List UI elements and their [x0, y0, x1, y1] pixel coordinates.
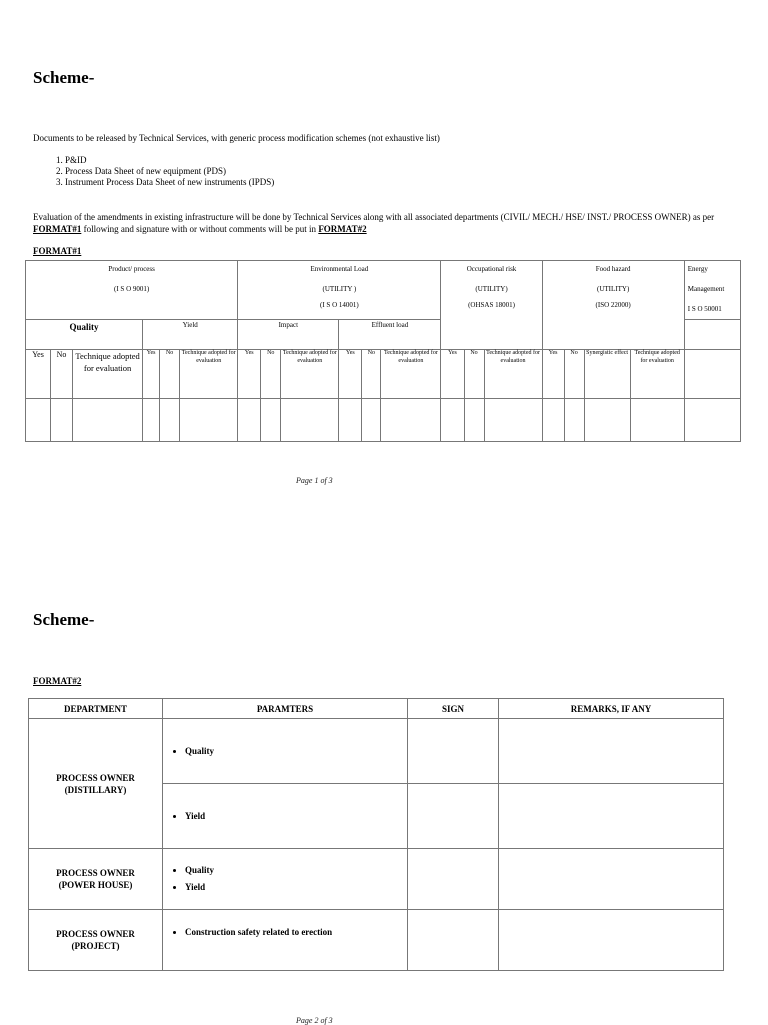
remarks-cell[interactable]	[499, 910, 724, 971]
parameter-item: • Quality	[185, 862, 407, 879]
impact-header: Impact	[238, 320, 339, 350]
remarks-cell[interactable]	[499, 849, 724, 910]
format1-label: FORMAT#1	[33, 246, 82, 256]
product-process-label: Product/ process	[108, 265, 155, 273]
synergistic-header: Synergistic effect	[584, 350, 630, 399]
parameters-header: PARAMTERS	[163, 699, 408, 719]
remarks-cell[interactable]	[499, 719, 724, 784]
yes-header: Yes	[26, 350, 51, 399]
department-name: PROCESS OWNER	[56, 868, 135, 878]
energy-management-header	[684, 261, 740, 320]
list-item: 1. P&ID	[65, 155, 274, 166]
occupational-risk-header	[441, 261, 542, 350]
list-item: 3. Instrument Process Data Sheet of new instruments (IPDS)	[65, 177, 274, 188]
effluent-load-header: Effluent load	[339, 320, 441, 350]
iso9001-label: (I S O 9001)	[114, 285, 150, 293]
input-cell[interactable]	[160, 399, 180, 442]
input-cell[interactable]	[73, 399, 143, 442]
input-cell[interactable]	[362, 399, 381, 442]
sign-cell[interactable]	[408, 719, 499, 784]
input-cell[interactable]	[464, 399, 484, 442]
technique-header: Technique adopted for evaluation	[381, 350, 441, 399]
sign-header: SIGN	[408, 699, 499, 719]
input-cell[interactable]	[630, 399, 684, 442]
list-item: 2. Process Data Sheet of new equipment (PDS)	[65, 166, 274, 177]
remarks-cell[interactable]	[499, 784, 724, 849]
parameters-cell	[163, 784, 408, 849]
parameter-item: • Construction safety related to erection	[185, 924, 407, 941]
parameter-item: • Yield	[185, 808, 407, 825]
page-title: Scheme-	[33, 610, 95, 629]
input-cell[interactable]	[584, 399, 630, 442]
input-cell[interactable]	[381, 399, 441, 442]
utility-label: (UTILITY)	[597, 285, 630, 293]
quality-header: Quality	[26, 320, 143, 350]
format2-link: FORMAT#2	[318, 224, 367, 234]
format1-link: FORMAT#1	[33, 224, 82, 234]
input-cell[interactable]	[281, 399, 339, 442]
evaluation-text	[33, 211, 743, 235]
energy-label: Energy	[687, 265, 708, 273]
department-header: DEPARTMENT	[29, 699, 163, 719]
no-header: No	[564, 350, 584, 399]
input-cell[interactable]	[542, 399, 564, 442]
remarks-header: REMARKS, IF ANY	[499, 699, 724, 719]
yes-header: Yes	[238, 350, 261, 399]
no-header: No	[51, 350, 73, 399]
department-cell	[29, 910, 163, 971]
evaluation-text-part: following and signature with or without comments will be put in	[81, 224, 319, 234]
yes-header: Yes	[441, 350, 464, 399]
utility-label: (UTILITY )	[322, 285, 357, 293]
department-unit: (POWER HOUSE)	[58, 880, 133, 890]
food-hazard-label: Food hazard	[595, 265, 631, 273]
input-cell[interactable]	[484, 399, 542, 442]
environmental-load-label: Environmental Load	[310, 265, 369, 273]
occupational-risk-label: Occupational risk	[466, 265, 517, 273]
input-cell[interactable]	[339, 399, 362, 442]
page-footer: Page 2 of 3	[296, 1016, 333, 1025]
utility-label: (UTILITY)	[475, 285, 508, 293]
input-cell[interactable]	[684, 399, 740, 442]
yield-header: Yield	[143, 320, 238, 350]
no-header: No	[362, 350, 381, 399]
product-process-header	[26, 261, 238, 320]
document-list	[33, 155, 274, 188]
department-name: PROCESS OWNER	[56, 929, 135, 939]
department-unit: (DISTILLARY)	[64, 784, 127, 795]
department-unit: (PROJECT)	[71, 941, 120, 951]
no-header: No	[261, 350, 281, 399]
no-header: No	[464, 350, 484, 399]
intro-text: Documents to be released by Technical Services, with generic process modification schemes (not exhaustive list)	[33, 133, 440, 143]
sign-cell[interactable]	[408, 910, 499, 971]
parameters-cell	[163, 719, 408, 784]
input-cell[interactable]	[261, 399, 281, 442]
yes-header: Yes	[542, 350, 564, 399]
technique-header: Technique adopted for evaluation	[281, 350, 339, 399]
no-header: No	[160, 350, 180, 399]
parameters-cell	[163, 910, 408, 971]
parameter-item: • Quality	[185, 743, 407, 760]
department-name: PROCESS OWNER	[56, 772, 135, 783]
input-cell[interactable]	[564, 399, 584, 442]
management-label: Management	[687, 285, 725, 293]
ohsas-label: (OHSAS 18001)	[468, 301, 515, 309]
iso22000-label: (ISO 22000)	[595, 301, 631, 309]
input-cell[interactable]	[51, 399, 73, 442]
page-footer: Page 1 of 3	[296, 476, 333, 485]
input-cell[interactable]	[180, 399, 238, 442]
format1-table	[25, 260, 741, 442]
input-cell[interactable]	[441, 399, 464, 442]
page-title: Scheme-	[33, 68, 95, 87]
yes-header: Yes	[143, 350, 160, 399]
yes-header: Yes	[339, 350, 362, 399]
food-hazard-header	[542, 261, 684, 350]
technique-header: Technique adopted for evaluation	[180, 350, 238, 399]
department-cell	[29, 849, 163, 910]
format2-table	[28, 698, 724, 971]
input-cell[interactable]	[238, 399, 261, 442]
technique-header: Technique adopted for evaluation	[73, 350, 143, 399]
input-cell[interactable]	[143, 399, 160, 442]
format2-label: FORMAT#2	[33, 676, 82, 686]
evaluation-text-part: Evaluation of the amendments in existing infrastructure will be done by Technical Services along with all associated departments (CIVIL/ MECH./ HSE/ INST./ PROCESS OWNER) as per	[33, 212, 715, 222]
parameters-cell	[163, 849, 408, 910]
environmental-load-header	[238, 261, 441, 320]
iso50001-label: I S O 50001	[687, 305, 722, 313]
input-cell[interactable]	[26, 399, 51, 442]
parameter-item: • Yield	[185, 879, 407, 896]
department-cell	[29, 719, 163, 849]
empty-cell	[684, 350, 740, 399]
iso14001-label: (I S O 14001)	[320, 301, 359, 309]
technique-header: Technique adopted for evaluation	[630, 350, 684, 399]
energy-subheader	[684, 320, 740, 350]
technique-header: Technique adopted for evaluation	[484, 350, 542, 399]
sign-cell[interactable]	[408, 849, 499, 910]
sign-cell[interactable]	[408, 784, 499, 849]
